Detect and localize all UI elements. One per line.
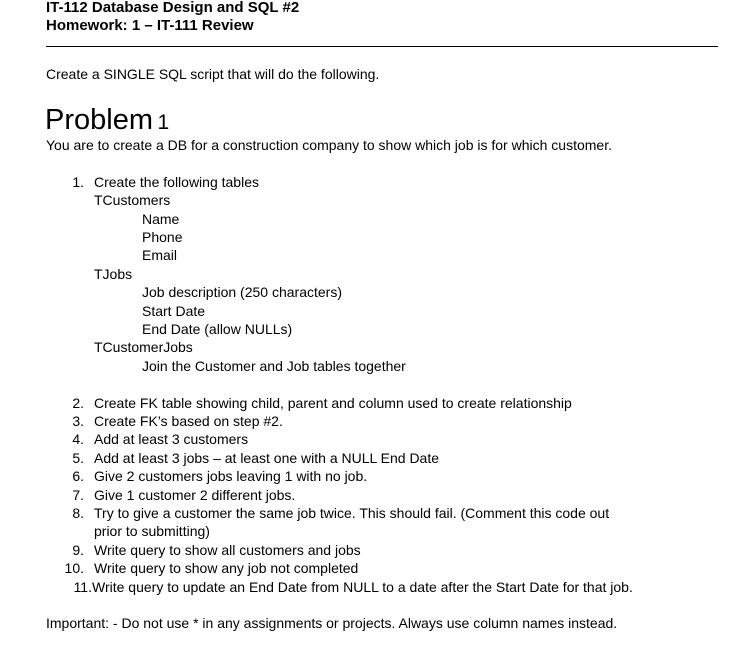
list-item-text: Create FK table showing child, parent and column used to create relationship [94, 395, 572, 411]
list-item-text: Add at least 3 customers [94, 431, 249, 447]
header-subtitle: Homework: 1 – IT-111 Review [46, 17, 254, 34]
table-name-tjobs: TJobs [94, 266, 133, 282]
table-column: Email [142, 247, 178, 263]
header-title: IT-112 Database Design and SQL #2 [46, 0, 300, 16]
table-name-tcustomerjobs: TCustomerJobs [94, 339, 193, 355]
intro-text: Create a SINGLE SQL script that will do the following. [46, 66, 380, 82]
list-item-text: Create the following tables [94, 174, 259, 190]
list-item-number: 2. [72, 395, 84, 411]
table-name-tcustomers: TCustomers [94, 192, 171, 208]
list-item-number: 4. [72, 431, 84, 447]
table-column: Join the Customer and Job tables together [142, 358, 406, 374]
list-item-number: 1. [72, 174, 84, 190]
list-item-text: Give 1 customer 2 different jobs. [94, 487, 296, 503]
table-column: Phone [142, 229, 183, 245]
list-item-number: 7. [72, 487, 84, 503]
list-item-number: 8. [72, 505, 84, 521]
list-item-text: Give 2 customers jobs leaving 1 with no job. [94, 468, 368, 484]
list-item-text: Write query to show all customers and jobs [94, 542, 361, 558]
table-column: End Date (allow NULLs) [142, 321, 293, 337]
list-item-number: 3. [72, 413, 84, 429]
table-column: Name [142, 211, 180, 227]
header-divider [46, 46, 718, 47]
list-item-text: Create FK’s based on step #2. [94, 413, 283, 429]
table-column: Job description (250 characters) [142, 284, 342, 300]
table-column: Start Date [142, 303, 206, 319]
problem-description: You are to create a DB for a construction company to show which job is for which customer. [46, 137, 612, 153]
list-item-number: 10. [64, 560, 84, 576]
list-item-number: 6. [72, 468, 84, 484]
list-item-number: 11. [73, 579, 92, 595]
list-item-text: Try to give a customer the same job twice. This should fail. (Comment this code out [94, 505, 610, 521]
list-item-continuation: prior to submitting) [94, 523, 210, 539]
list-item-text: Write query to show any job not completed [94, 560, 359, 576]
list-item-number: 5. [72, 450, 84, 466]
problem-heading-word: Problem [45, 104, 153, 136]
problem-heading-number: 1 [157, 111, 170, 134]
list-item-text: Add at least 3 jobs – at least one with a NULL End Date [94, 450, 440, 466]
list-item-text: Write query to update an End Date from NULL to a date after the Start Date for that job. [92, 579, 633, 595]
list-item-number: 9. [72, 542, 84, 558]
important-note: Important: - Do not use * in any assignments or projects. Always use column names instead. [46, 615, 618, 631]
